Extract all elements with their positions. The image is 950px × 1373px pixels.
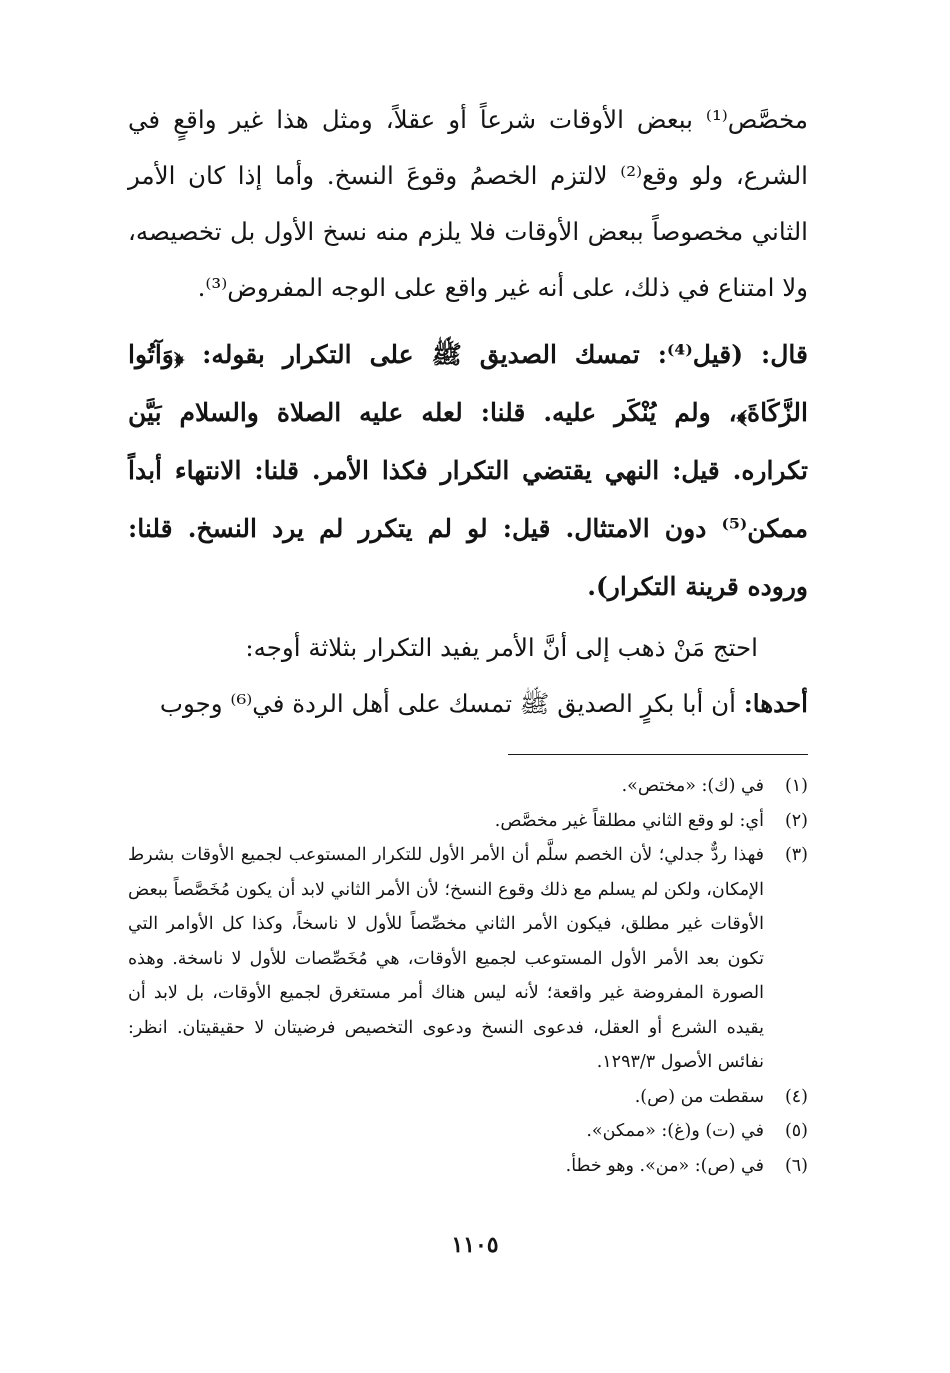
footnote-item bbox=[128, 1080, 808, 1115]
footnote-number: (٥) bbox=[784, 1121, 808, 1141]
footnote-text: فهذا ردٌّ جدلي؛ لأن الخصم سلَّم أن الأمر الأول للتكرار المستوعب لجميع الأوقات بشرط الإمكان، ولكن لم يسلم مع ذلك وقوع النسخ؛ لأن الأمر الثاني لابد أن يكون مُخَصَّصاً ببعض الأوقات غير مطلق، فيكون الأمر الثاني مخصِّصاً للأول لا ناسخاً، وكذا كل الأوامر التي تكون بعد الأمر الأول المستوعب لجميع الأوقات، هي مُخَصِّصات للأول لا ناسخة. وهذه الصورة المفروضة غير واقعة؛ لأنه ليس هناك أمر مستغرق لجميع الأوقات، بل لابد أن يقيده الشرع أو العقل، فدعوى النسخ ودعوى التخصيص فرضيتان لا حقيقيتان. انظر: نفائس الأصول ١٢٩٣/٣. bbox=[128, 845, 764, 1072]
body-paragraph-2: قال: (قيل⁽⁴⁾: تمسك الصديق ﷺ على التكرار بقوله: ﴿وَآتُوا الزَّكَاةَ﴾، ولم يُنْكَر عليه. قلنا: لعله عليه الصلاة والسلام بَيَّن تكراره. قيل: النهي يقتضي التكرار فكذا الأمر. قلنا: الانتهاء أبداً ممكن⁽⁵⁾ دون الامتثال. قيل: لو لم يتكرر لم يرد النسخ. قلنا: وروده قرينة التكرار). bbox=[128, 340, 808, 601]
footnote-number: (٦) bbox=[784, 1155, 808, 1176]
footnotes bbox=[128, 769, 808, 1183]
footnote-text: سقطت من (ص). bbox=[634, 1086, 764, 1107]
footnote-number: (١) bbox=[784, 776, 808, 796]
footnote-text: في (ص): «من». وهو خطأ. bbox=[565, 1155, 764, 1176]
body-paragraph-4-text: أن أبا بكرٍ الصديق ﷺ تمسك على أهل الردة في⁽⁶⁾ وجوب bbox=[159, 689, 736, 718]
footnote-item bbox=[128, 1114, 808, 1149]
footnote-text: في (ت) و(غ): «ممكن». bbox=[586, 1121, 764, 1141]
body-paragraph-3: احتج مَنْ ذهب إلى أنَّ الأمر يفيد التكرار بثلاثة أوجه: bbox=[245, 633, 758, 662]
page-body bbox=[128, 92, 808, 1183]
footnote-number: (٢) bbox=[784, 810, 808, 831]
body-paragraph-4 bbox=[128, 676, 808, 732]
paragraph-lead-word: أحدها: bbox=[743, 689, 808, 718]
page-number: ١١٠٥ bbox=[451, 1232, 499, 1258]
footnote-item bbox=[128, 838, 808, 1080]
body-paragraph-1: مخصَّص⁽¹⁾ ببعض الأوقات شرعاً أو عقلاً، ومثل هذا غير واقعٍ في الشرع، ولو وقع⁽²⁾ لالتزم الخصمُ وقوعَ النسخ. وأما إذا كان الأمر الثاني مخصوصاً ببعض الأوقات فلا يلزم منه نسخ الأول بل تخصيصه، ولا امتناع في ذلك، على أنه غير واقع على الوجه المفروض⁽³⁾. bbox=[128, 105, 808, 302]
footnote-separator-wrap bbox=[128, 732, 808, 769]
footnote-item bbox=[128, 804, 808, 839]
footnote-item bbox=[128, 769, 808, 804]
footnote-number: (٤) bbox=[784, 1086, 808, 1107]
footnote-item bbox=[128, 1149, 808, 1184]
footnote-separator bbox=[508, 754, 808, 755]
footnote-text: في (ك): «مختص». bbox=[621, 776, 764, 796]
footnote-text: أي: لو وقع الثاني مطلقاً غير مخصَّص. bbox=[494, 810, 764, 831]
footnote-number: (٣) bbox=[784, 845, 808, 865]
